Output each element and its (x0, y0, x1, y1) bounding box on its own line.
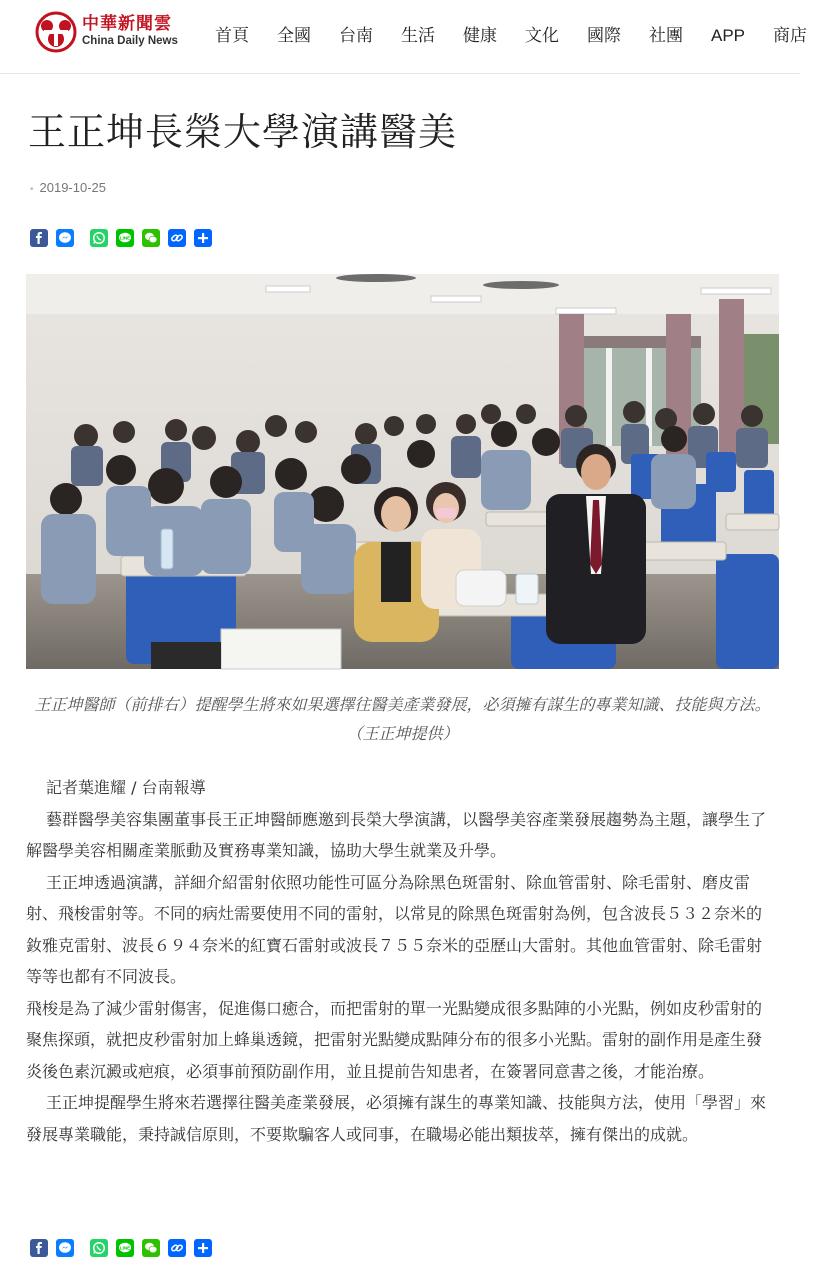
nav-culture[interactable]: 文化 (525, 26, 559, 46)
line-share-button[interactable] (116, 229, 134, 247)
whatsapp-share-button[interactable] (90, 229, 108, 247)
wechat-icon (144, 231, 158, 245)
main-nav (215, 22, 835, 50)
nav-community[interactable]: 社團 (649, 26, 683, 46)
share-more-button[interactable] (194, 229, 212, 247)
wechat-share-button[interactable] (142, 229, 160, 247)
facebook-share-button[interactable] (30, 1239, 48, 1257)
line-icon (118, 231, 132, 245)
add-more-icon (196, 1241, 210, 1255)
nav-health[interactable]: 健康 (463, 26, 497, 46)
nav-national[interactable]: 全國 (277, 26, 311, 46)
article-photo (26, 274, 779, 669)
whatsapp-icon (92, 1241, 106, 1255)
article-paragraph: 藝群醫學美容集團董事長王正坤醫師應邀到長榮大學演講，以醫學美容產業發展趨勢為主題，讓學生了解醫學美容相關產業脈動及實務專業知識，協助大學生就業及升學。 (26, 809, 767, 860)
messenger-share-button[interactable] (56, 229, 74, 247)
nav-international[interactable]: 國際 (587, 26, 621, 46)
article-paragraph: 王正坤透過演講，詳細介紹雷射依照功能性可區分為除黑色斑雷射、除血管雷射、除毛雷射、磨皮雷射、飛梭雷射等。不同的病灶需要使用不同的雷射，以常見的除黑色斑雷射為例，包含波長５３２奈米的釹雅克雷射、波長６９４奈米的紅寶石雷射或波長７５５奈米的亞歷山大雷射。其他血管雷射、除毛雷射等等也都有不同波長。 (26, 872, 763, 986)
copy-link-button[interactable] (168, 1239, 186, 1257)
line-icon (118, 1241, 132, 1255)
facebook-icon (32, 231, 46, 245)
messenger-icon (58, 231, 72, 245)
wechat-icon (144, 1241, 158, 1255)
nav-shop[interactable]: 商店 (773, 26, 808, 46)
svg-text:LINE: LINE (119, 1245, 131, 1251)
facebook-share-button[interactable] (30, 229, 48, 247)
classroom-photo (26, 274, 779, 669)
logo-icon (34, 10, 78, 54)
article-paragraph: 飛梭是為了減少雷射傷害，促進傷口癒合，而把雷射的單一光點變成很多點陣的小光點，例如皮秒雷射的聚焦探頭，就把皮秒雷射加上蜂巢透鏡，把雷射光點變成點陣分布的很多小光點。雷射的副作用是產生發炎後色素沉澱或疤痕，必須事前預防副作用，並且提前告知患者，在簽署同意書之後，才能治療。 (26, 998, 763, 1081)
site-name-cn: 中華新聞雲 (82, 14, 172, 35)
photo-caption: 王正坤醫師（前排右）提醒學生將來如果選擇往醫美產業發展，必須擁有謀生的專業知識、技能與方法。（王正坤提供） (34, 695, 771, 743)
article-date: • 2019-10-25 (30, 180, 106, 195)
nav-home[interactable]: 首頁 (215, 26, 249, 46)
copy-link-button[interactable] (168, 229, 186, 247)
add-more-icon (196, 231, 210, 245)
site-logo[interactable] (34, 10, 194, 54)
share-bar-bottom (30, 1239, 220, 1257)
wechat-share-button[interactable] (142, 1239, 160, 1257)
site-header (0, 0, 808, 74)
copy-link-icon (170, 231, 184, 245)
nav-life[interactable]: 生活 (401, 26, 435, 46)
site-name-en: China Daily News (82, 35, 178, 48)
article-byline: 記者葉進耀 / 台南報導 (46, 778, 206, 797)
share-bar-top (30, 229, 220, 247)
nav-tainan[interactable]: 台南 (339, 26, 373, 46)
share-more-button[interactable] (194, 1239, 212, 1257)
article-paragraph: 王正坤提醒學生將來若選擇往醫美產業發展，必須擁有謀生的專業知識、技能與方法，使用「學習」來發展專業職能，秉持誠信原則，不要欺騙客人或同事，在職場必能出類拔萃，擁有傑出的成就。 (26, 1093, 767, 1144)
nav-app[interactable]: APP (711, 26, 746, 45)
article-body (26, 772, 774, 1150)
article-title: 王正坤長榮大學演講醫美 (28, 110, 458, 154)
messenger-icon (58, 1241, 72, 1255)
whatsapp-icon (92, 231, 106, 245)
svg-text:LINE: LINE (119, 235, 131, 241)
copy-link-icon (170, 1241, 184, 1255)
whatsapp-share-button[interactable] (90, 1239, 108, 1257)
messenger-share-button[interactable] (56, 1239, 74, 1257)
line-share-button[interactable] (116, 1239, 134, 1257)
facebook-icon (32, 1241, 46, 1255)
